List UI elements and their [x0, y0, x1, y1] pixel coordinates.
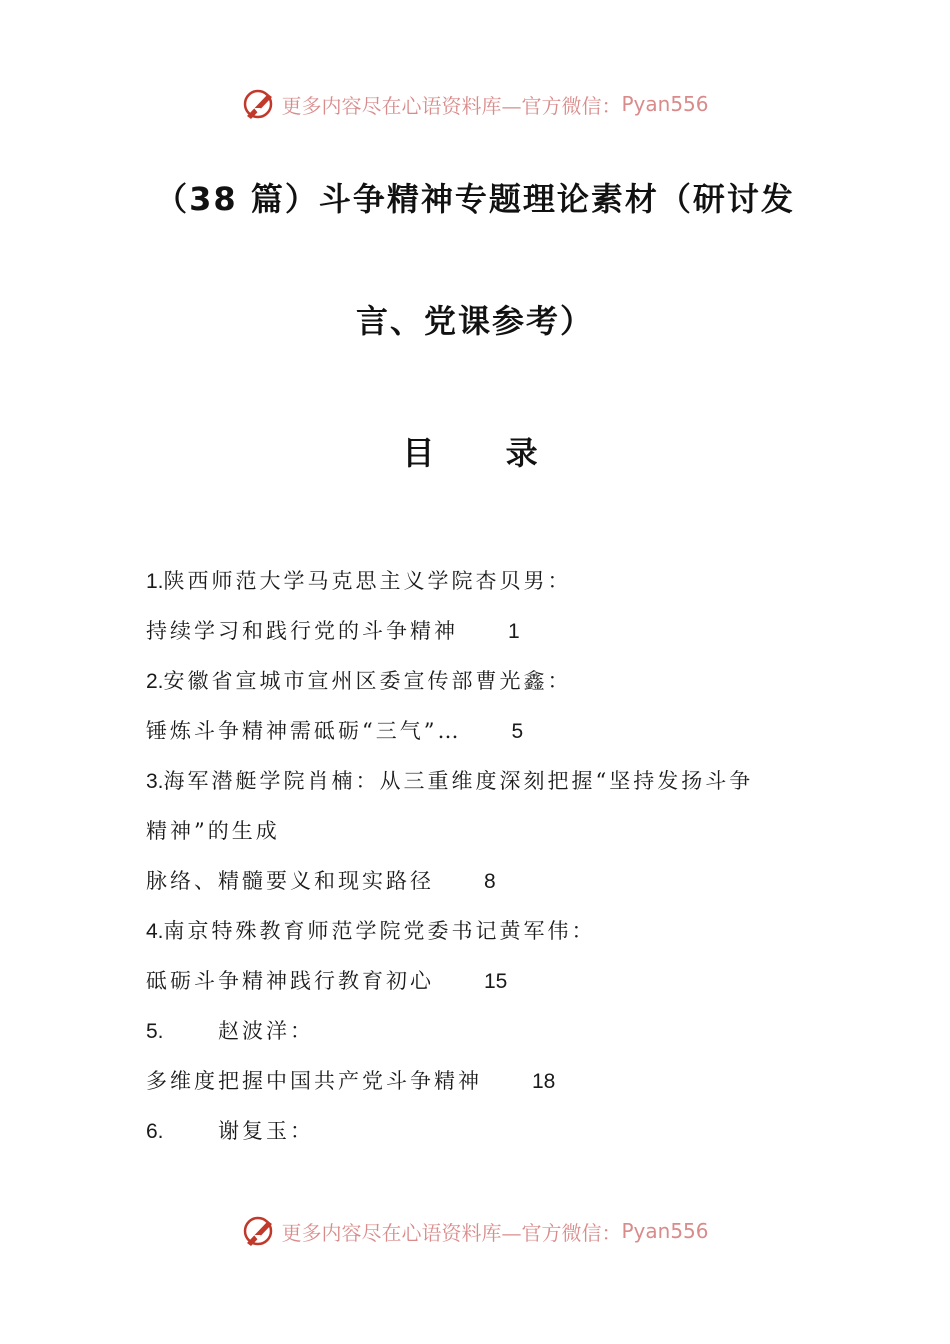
header-banner	[0, 82, 950, 126]
toc-entry-text: 赵波洋：	[218, 1019, 314, 1043]
toc-entry[interactable]	[146, 1062, 826, 1112]
toc-entry[interactable]	[146, 812, 826, 862]
footer-banner	[0, 1209, 950, 1253]
toc-entry-number: 4.	[146, 920, 164, 943]
toc-entry-text: 脉络、精髓要义和现实路径	[146, 869, 434, 893]
toc-entry[interactable]	[146, 912, 826, 962]
pen-logo-icon	[241, 86, 277, 122]
toc-entry-text: 海军潜艇学院肖楠：从三重维度深刻把握“坚持发扬斗争	[163, 769, 754, 793]
toc-entry[interactable]	[146, 662, 826, 712]
toc-entry-text: 南京特殊教育师范学院党委书记黄军伟：	[163, 919, 596, 943]
toc-page-number: 8	[484, 870, 496, 893]
document-title-line-1: （38 篇）斗争精神专题理论素材（研讨发	[155, 180, 795, 218]
toc-entry-text: 谢复玉：	[218, 1119, 314, 1143]
banner-text: 更多内容尽在心语资料库—官方微信：	[281, 93, 622, 118]
toc-entry-number: 6.	[146, 1120, 164, 1143]
toc-entry-number: 2.	[146, 670, 164, 693]
table-of-contents	[146, 562, 826, 1162]
toc-entry[interactable]	[146, 862, 826, 912]
document-title-line-2: 言、党课参考）	[355, 302, 594, 340]
toc-entry[interactable]	[146, 962, 826, 1012]
toc-page-number: 1	[508, 620, 520, 643]
toc-entry[interactable]	[146, 712, 826, 762]
toc-entry-number: 5.	[146, 1020, 164, 1043]
banner-wechat-id: Pyan556	[621, 92, 709, 116]
toc-entry-text: 陕西师范大学马克思主义学院杏贝男：	[163, 569, 572, 593]
pen-logo-icon	[241, 1213, 277, 1249]
toc-entry[interactable]	[146, 612, 826, 662]
toc-page-number: 5	[511, 720, 524, 743]
toc-entry-text: 安徽省宣城市宣州区委宣传部曹光鑫：	[163, 669, 572, 693]
toc-entry-number: 3.	[146, 770, 164, 793]
banner-text: 更多内容尽在心语资料库—官方微信：	[281, 1220, 622, 1245]
toc-entry-text: 持续学习和践行党的斗争精神	[146, 619, 458, 643]
toc-entry-text: 多维度把握中国共产党斗争精神	[146, 1069, 482, 1093]
toc-entry[interactable]	[146, 562, 826, 612]
toc-page-number: 18	[532, 1070, 556, 1093]
toc-entry-number: 1.	[146, 570, 164, 593]
toc-page-number: 15	[484, 970, 508, 993]
banner-wechat-id: Pyan556	[621, 1219, 709, 1243]
toc-heading: 目 录	[402, 434, 568, 472]
toc-entry[interactable]	[146, 1112, 826, 1162]
toc-entry[interactable]	[146, 762, 826, 812]
toc-entry[interactable]	[146, 1012, 826, 1062]
toc-entry-text: 锤炼斗争精神需砥砺“三气”…	[146, 719, 462, 743]
toc-entry-text: 砥砺斗争精神践行教育初心	[146, 969, 434, 993]
toc-entry-text: 精神”的生成	[146, 819, 280, 843]
